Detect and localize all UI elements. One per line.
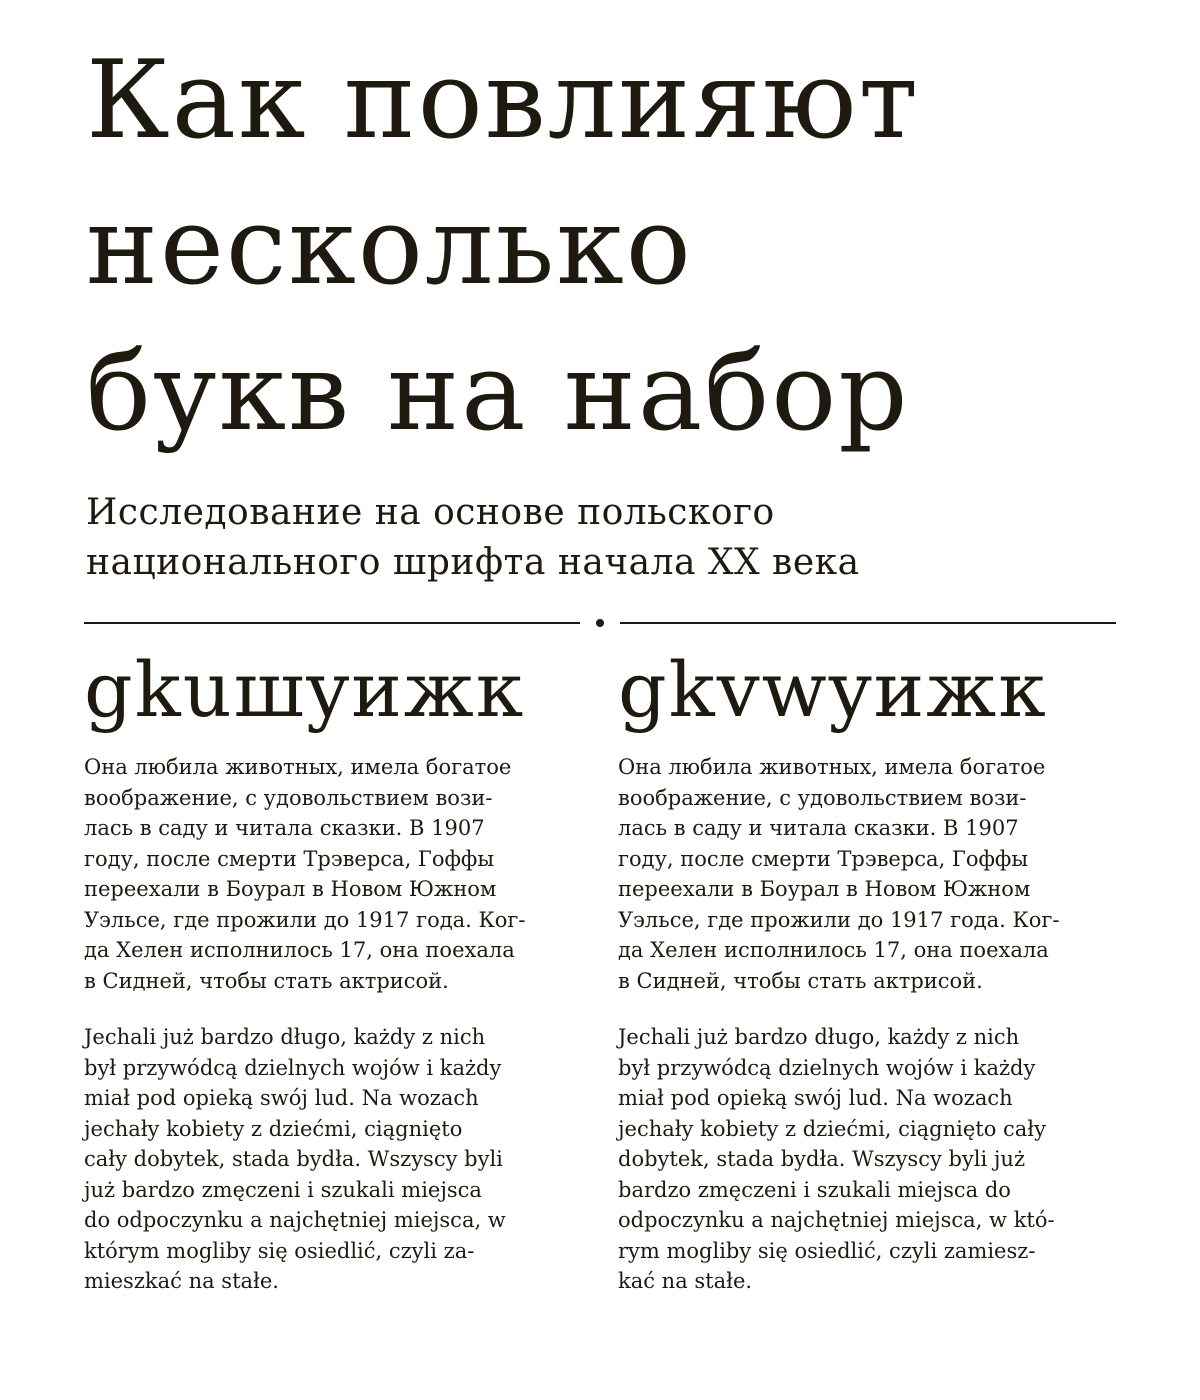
text-line: да Хелен исполнилось 17, она поехала xyxy=(84,938,515,962)
glyph-sample-right: gkvwyижк xyxy=(618,645,1048,734)
text-line: odpoczynku a najchętniej miejsca, w któ- xyxy=(618,1208,1055,1232)
page-subtitle xyxy=(86,488,1166,588)
text-line: był przywódcą dzielnych wojów i każdy xyxy=(84,1055,502,1080)
text-line: miał pod opieką swój lud. Na wozach xyxy=(618,1086,1013,1110)
text-line: в Сидней, чтобы стать актрисой. xyxy=(618,968,983,993)
text-line: году, после смерти Трэверса, Гоффы xyxy=(84,846,495,871)
text-line: do odpoczynku a najchętniej miejsca, w xyxy=(84,1208,506,1232)
russian-paragraph-right xyxy=(618,752,1118,996)
title-line: Как повлияют xyxy=(86,38,921,163)
text-line: rym mogliby się osiedlić, czyli zamiesz- xyxy=(618,1238,1036,1263)
left-column xyxy=(84,640,584,1297)
text-line: в Сидней, чтобы стать актрисой. xyxy=(84,968,449,993)
text-line: Уэльсе, где прожили до 1917 года. Ког- xyxy=(84,907,526,932)
text-line: bardzo zmęczeni i szukali miejsca do xyxy=(618,1177,1011,1202)
text-line: kać na stałe. xyxy=(618,1269,753,1293)
text-line: лась в саду и читала сказки. В 1907 xyxy=(84,816,485,840)
text-line: Она любила животных, имела богатое xyxy=(84,755,512,779)
text-line: był przywódcą dzielnych wojów i każdy xyxy=(618,1055,1036,1080)
text-line: Она любила животных, имела богатое xyxy=(618,755,1046,779)
text-line: dobytek, stada bydła. Wszyscy byli już xyxy=(618,1147,1026,1171)
text-line: mieszkać na stałe. xyxy=(84,1269,279,1293)
divider-dot xyxy=(596,619,604,627)
page-title xyxy=(86,28,1166,466)
text-line: jechały kobiety z dziećmi, ciągnięto cały xyxy=(618,1116,1046,1141)
subtitle-line: национального шрифта начала XX века xyxy=(86,542,860,583)
text-line: Jechali już bardzo długo, każdy z nich xyxy=(618,1025,1020,1049)
text-line: Jechali już bardzo długo, każdy z nich xyxy=(84,1025,486,1049)
text-line: już bardzo zmęczeni i szukali miejsca xyxy=(84,1177,482,1202)
glyph-sample-left: gkuшyижк xyxy=(84,645,526,734)
divider-right xyxy=(620,622,1116,624)
text-line: miał pod opieką swój lud. Na wozach xyxy=(84,1086,479,1110)
title-line: несколько xyxy=(86,184,693,309)
text-line: да Хелен исполнилось 17, она поехала xyxy=(618,938,1049,962)
russian-paragraph-left xyxy=(84,752,584,996)
right-column xyxy=(618,640,1118,1297)
text-line: переехали в Боурал в Новом Южном xyxy=(618,877,1031,901)
text-line: Уэльсе, где прожили до 1917 года. Ког- xyxy=(618,907,1060,932)
text-line: переехали в Боурал в Новом Южном xyxy=(84,877,497,901)
polish-paragraph-right xyxy=(618,1022,1118,1297)
polish-paragraph-left xyxy=(84,1022,584,1297)
divider-left xyxy=(84,622,580,624)
text-line: cały dobytek, stada bydła. Wszyscy byli xyxy=(84,1147,503,1171)
text-line: jechały kobiety z dziećmi, ciągnięto xyxy=(84,1116,463,1141)
subtitle-line: Исследование на основе польского xyxy=(86,492,775,533)
text-line: году, после смерти Трэверса, Гоффы xyxy=(618,846,1029,871)
text-line: лась в саду и читала сказки. В 1907 xyxy=(618,816,1019,840)
title-line: букв на набор xyxy=(86,330,910,455)
text-line: воображение, с удовольствием вози- xyxy=(84,785,493,810)
text-line: воображение, с удовольствием вози- xyxy=(618,785,1027,810)
text-line: którym mogliby się osiedlić, czyli za- xyxy=(84,1238,475,1263)
